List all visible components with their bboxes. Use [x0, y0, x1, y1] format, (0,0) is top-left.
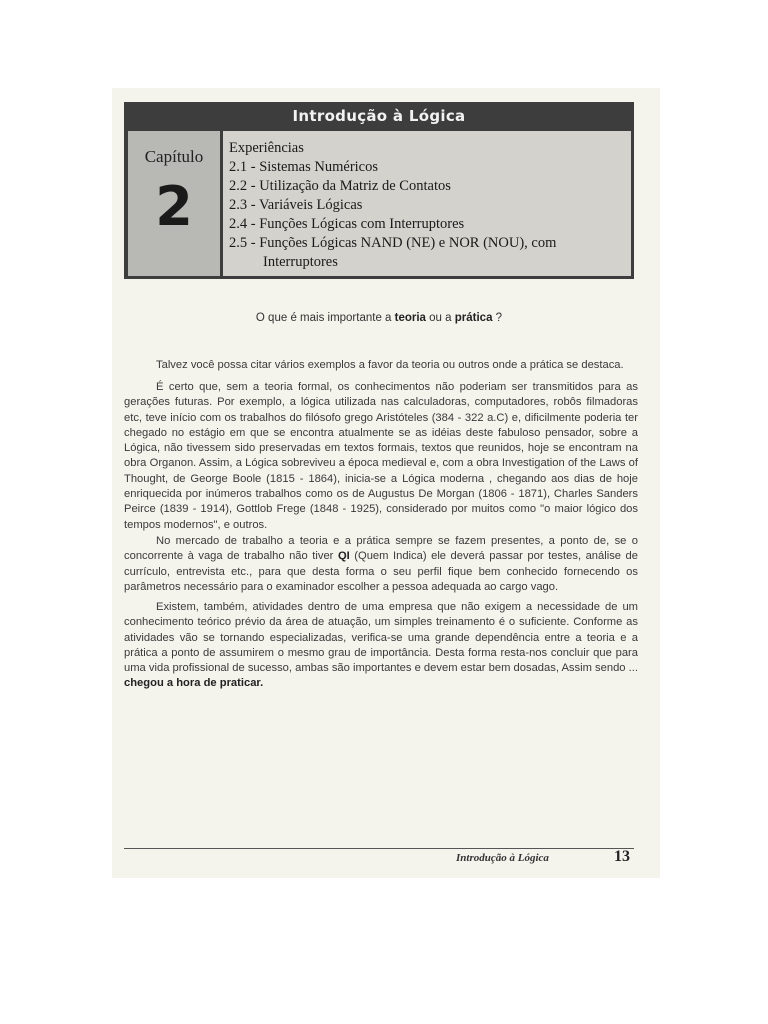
paragraph-3 [124, 534, 638, 595]
toc-item: 2.3 - Variáveis Lógicas [229, 197, 363, 213]
chapter-label: Capítulo [144, 147, 204, 166]
paragraph-3-text: No mercado de trabalho a teoria e a prática sempre se fazem presentes, a ponto de, se o concorrente à vaga de trabalho não tiver [124, 535, 638, 563]
paragraph-1: Talvez você possa citar vários exemplos a favor da teoria ou outros onde a prática se destaca. [156, 359, 624, 371]
question-bold-theory: teoria [394, 312, 426, 324]
toc-item: 2.1 - Sistemas Numéricos [229, 159, 379, 175]
paragraph-3-bold: QI [337, 550, 350, 563]
toc-item-continuation: Interruptores [263, 254, 338, 270]
paragraph-4 [124, 600, 638, 692]
page-number: 13 [614, 848, 630, 865]
paragraph-3-text: (Quem Indica) ele deverá passar por testes, análise de currículo, entrevista etc., para que desta forma o seu perfil fique bem conhecido fornecendo os parâmetros necessário para o examinador escolher a pessoa adequada ao cargo vago. [124, 550, 639, 593]
question-text: ou a [425, 312, 455, 324]
chapter-number-box [128, 131, 220, 276]
chapter-contents-list [229, 139, 556, 272]
chapter-contents-box [223, 131, 631, 276]
toc-item: 2.5 - Funções Lógicas NAND (NE) e NOR (NOU), com [229, 235, 557, 251]
paragraph-4-bold: chegou a hora de praticar. [124, 677, 264, 690]
toc-item: Experiências [229, 140, 304, 156]
toc-item: 2.4 - Funções Lógicas com Interruptores [229, 216, 465, 232]
footer-divider [124, 848, 634, 849]
question-text: O que é mais importante a [255, 312, 395, 324]
question-text: ? [492, 312, 503, 324]
paragraph-4-text: Existem, também, atividades dentro de uma empresa que não exigem a necessidade de um conhecimento teórico prévio da área de atuação, um simples treinamento é o suficiente. Conforme as atividades vão se tornando especializadas, verifica-se uma grande dependência entre a teoria e a prática a ponto de assumirem o mesmo grau de importância. Desta forma resta-nos concluir que para uma vida profissional de sucesso, ambas são importantes e devem estar bem dosadas, Assim sendo ... [124, 601, 638, 675]
question-bold-practice: prática [454, 312, 493, 324]
footer-running-title: Introdução à Lógica [456, 852, 549, 864]
chapter-number: 2 [155, 175, 193, 238]
intro-question [124, 312, 634, 324]
paragraph-2: É certo que, sem a teoria formal, os conhecimentos não poderiam ser transmitidos para as gerações futuras. Por exemplo, a lógica utilizada nas calculadoras, computadores, robôs filmadoras etc, teve início com os trabalhos do filósofo grego Aristóteles (384 - 322 a.C) e, dificilmente poderia ter chegado no estágio em que se encontra atualmente se as idéias deste fabuloso pensador, sobre a Lógica, não tivessem sido preservadas em textos formais, textos que reunidos, hoje se encontram na obra Organon. Assim, a Lógica sobreviveu a época medieval e, com a obra Investigation of the Laws of Thought, de George Boole (1815 - 1864), inicia-se a Lógica moderna , chegando aos dias de hoje enriquecida por inúmeros trabalhos como os de Augustus De Morgan (1806 - 1871), Charles Sanders Peirce (1839 - 1914), Gottlob Frege (1848 - 1925), considerado por muitos como "o maior lógico dos tempos modernos", e outros. [124, 381, 638, 531]
toc-item: 2.2 - Utilização da Matriz de Contatos [229, 178, 451, 194]
chapter-header-title: Introdução à Lógica [124, 102, 634, 131]
